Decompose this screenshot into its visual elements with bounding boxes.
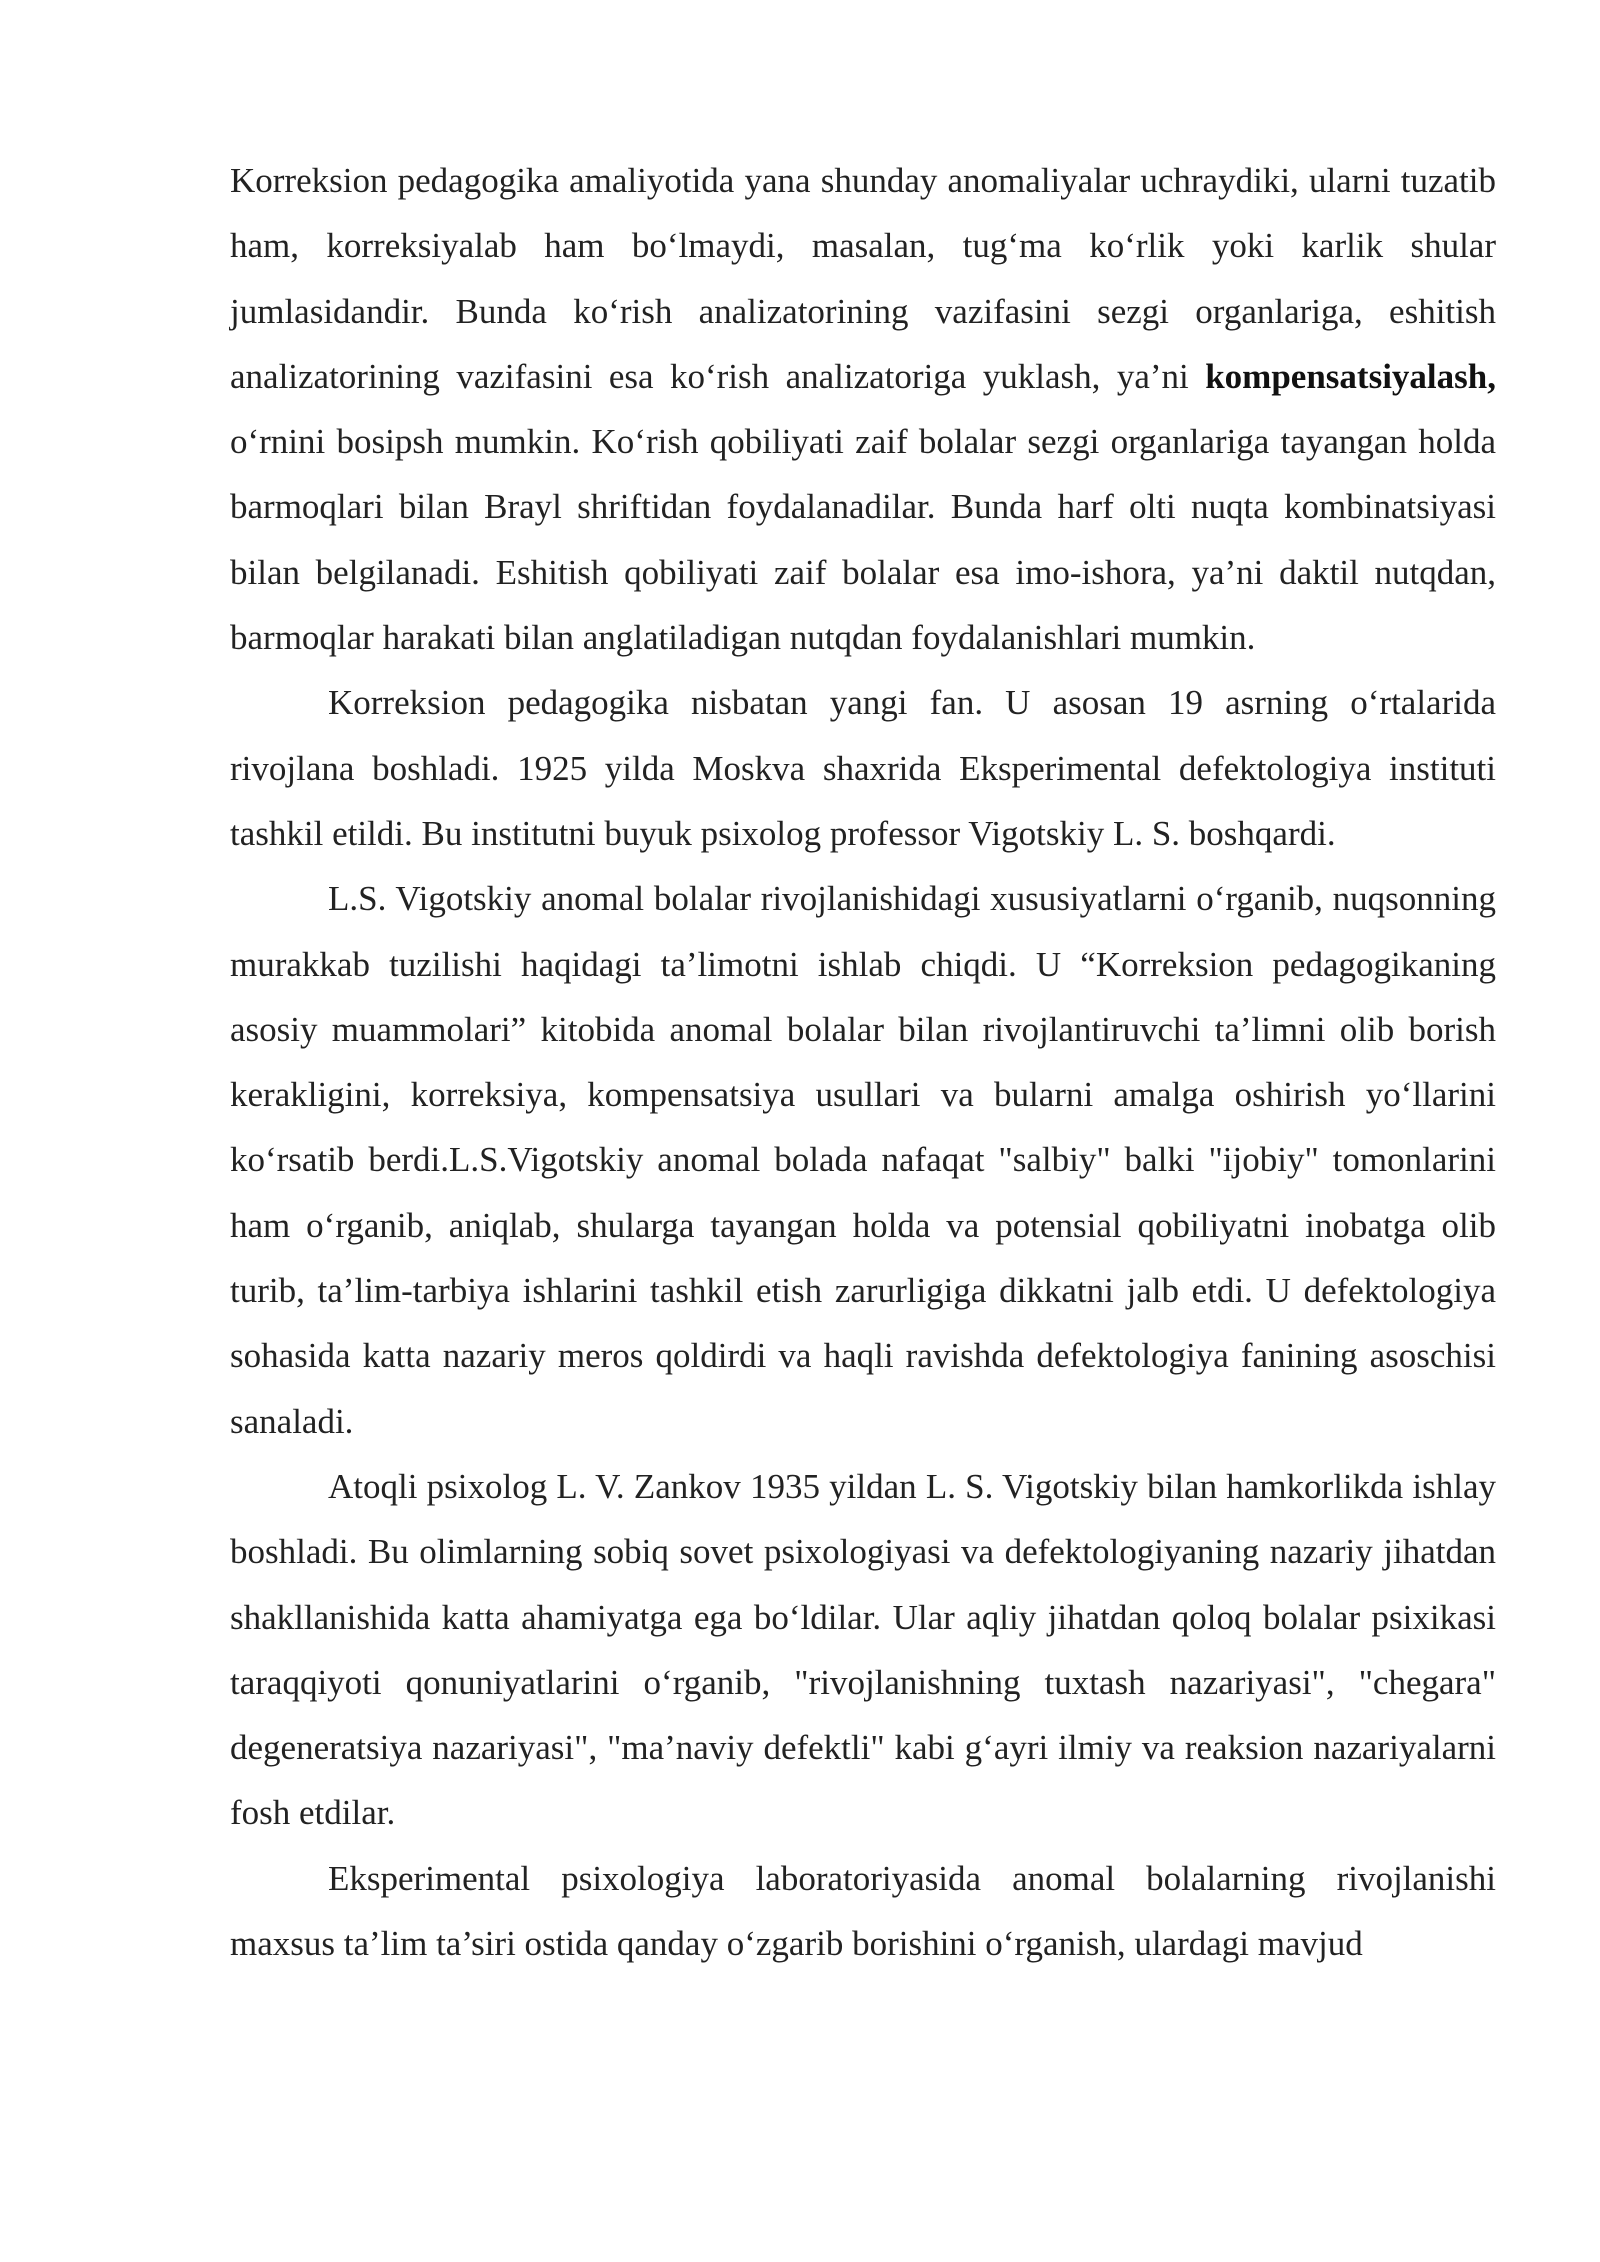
paragraph-vigotskiy: L.S. Vigotskiy anomal bolalar rivojlanishidagi xususiyatlarni o‘rganib, nuqsonning murakkab tuzilishi haqidagi ta’limotni ishlab chiqdi. U “Korreksion pedagogikaning asosiy muammolari” kitobida anomal bolalar bilan rivojlantiruvchi ta’limni olib borish kerakligini, korreksiya, kompensatsiya usullari va bularni amalga oshirish yo‘llarini ko‘rsatib berdi.L.S.Vigotskiy anomal bolada nafaqat "salbiy" balki "ijobiy" tomonlarini ham o‘rganib, aniqlab, shularga tayangan holda va potensial qobiliyatni inobatga olib turib, ta’lim-tarbiya ishlarini tashkil etish zarurligiga dikkatni jalb etdi. U defektologiya sohasida katta nazariy meros qoldirdi va haqli ravishda defektologiya fanining asoschisi sanaladi. xyxy=(230,879,1496,1441)
paragraph-compensation xyxy=(230,148,1496,670)
paragraph-text: o‘rnini bosipsh mumkin. Ko‘rish qobiliyati zaif bolalar sezgi organlariga tayangan holda barmoqlari bilan Brayl shriftidan foydalanadilar. Bunda harf olti nuqta kombinatsiyasi bilan belgilanadi. Eshitish qobiliyati zaif bolalar esa imo-ishora, ya’ni daktil nutqdan, barmoqlar harakati bilan anglatiladigan nutqdan foydalanishlari mumkin. xyxy=(230,422,1496,658)
document-page xyxy=(230,148,1496,1976)
paragraph-history: Korreksion pedagogika nisbatan yangi fan. U asosan 19 asrning o‘rtalarida rivojlana boshladi. 1925 yilda Moskva shaxrida Eksperimental defektologiya instituti tashkil etildi. Bu institutni buyuk psixolog professor Vigotskiy L. S. boshqardi. xyxy=(230,683,1496,853)
paragraph-text: Korreksion pedagogika amaliyotida yana shunday anomaliyalar uchraydiki, ularni tuzatib ham, korreksiyalab ham bo‘lmaydi, masalan, tug‘ma ko‘rlik yoki karlik shular jumlasidandir. Bunda ko‘rish analizatorining vazifasini sezgi organlariga, eshitish analizatorining vazifasini esa ko‘rish analizatoriga yuklash, ya’ni xyxy=(230,161,1496,396)
bold-term: kompensatsiyalash, xyxy=(1205,356,1496,396)
paragraph-zankov: Atoqli psixolog L. V. Zankov 1935 yildan L. S. Vigotskiy bilan hamkorlikda ishlay boshladi. Bu olimlarning sobiq sovet psixologiyasi va defektologiyaning nazariy jihatdan shakllanishida katta ahamiyatga ega bo‘ldilar. Ular aqliy jihatdan qoloq bolalar psixikasi taraqqiyoti qonuniyatlarini o‘rganib, "rivojlanishning tuxtash nazariyasi", "chegara" degeneratsiya nazariyasi", "ma’naviy defektli" kabi g‘ayri ilmiy va reaksion nazariyalarni fosh etdilar. xyxy=(230,1466,1496,1833)
paragraph-laboratory: Eksperimental psixologiya laboratoriyasida anomal bolalarning rivojlanishi maxsus ta’lim ta’siri ostida qanday o‘zgarib borishini o‘rganish, ulardagi mavjud xyxy=(230,1858,1496,1964)
